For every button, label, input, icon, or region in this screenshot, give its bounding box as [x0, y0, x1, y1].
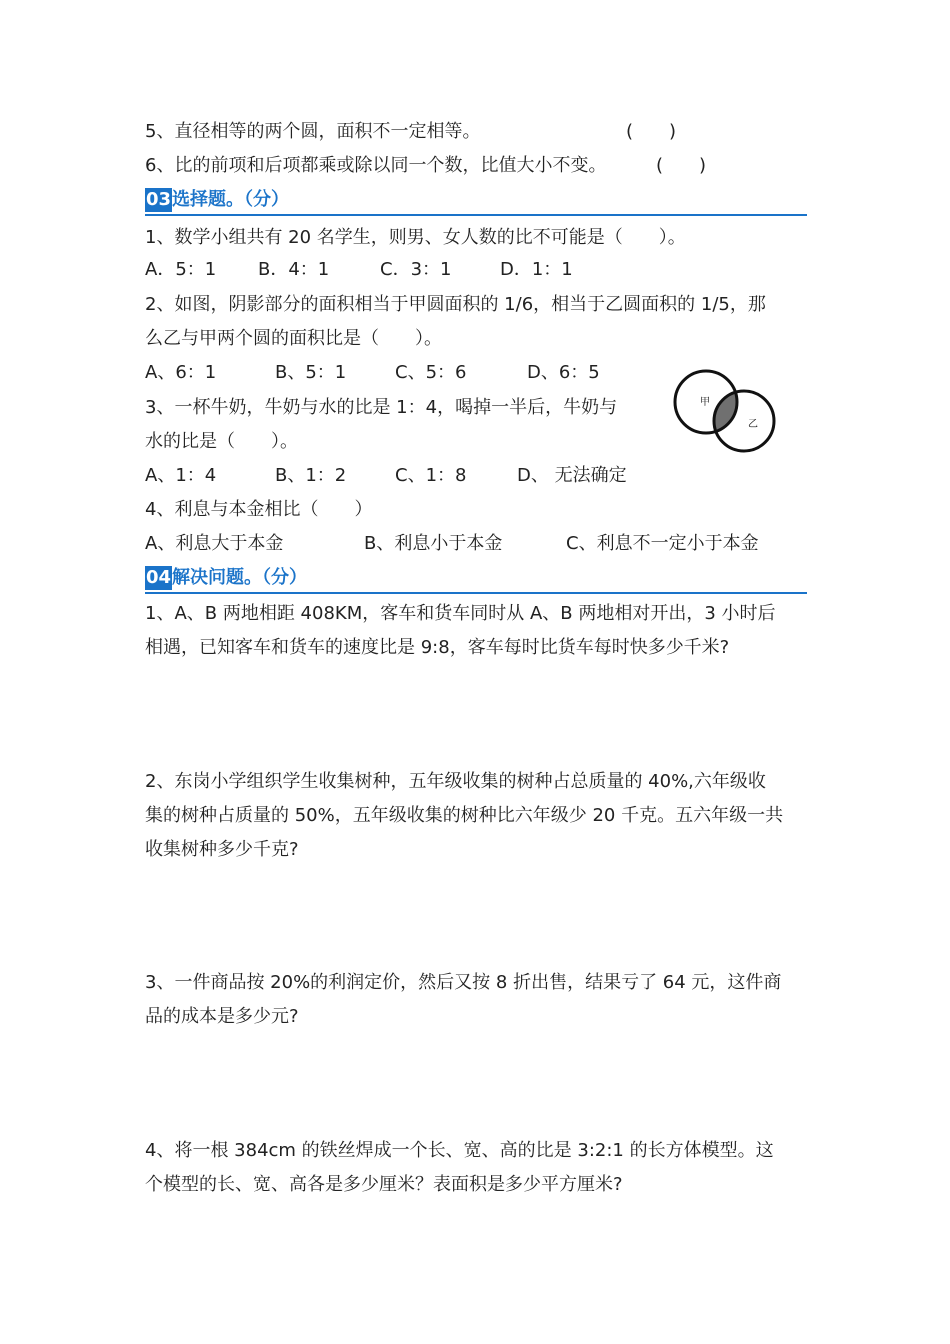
section-03-header — [145, 188, 807, 214]
s3-q2-option-c: C、5：6 — [395, 362, 467, 383]
s3-q3-line1: 3、一杯牛奶，牛奶与水的比是 1：4，喝掉一半后，牛奶与 — [145, 397, 618, 418]
s3-q1-option-b: B．4：1 — [258, 259, 330, 280]
s3-q4-option-a: A、利息大于本金 — [145, 533, 284, 554]
s4-q4-line2: 个模型的长、宽、高各是多少厘米？表面积是多少平方厘米? — [145, 1174, 623, 1195]
label-jia: 甲 — [700, 397, 710, 408]
s3-q2-option-b: B、5：1 — [275, 362, 347, 383]
s3-q2-line1: 2、如图，阴影部分的面积相当于甲圆面积的 1/6，相当于乙圆面积的 1/5，那 — [145, 294, 766, 315]
section-03-title: 选择题。（分） — [172, 189, 289, 210]
s3-q2-option-d: D、6：5 — [527, 362, 600, 383]
s3-q4-option-b: B、利息小于本金 — [364, 533, 503, 554]
section-04-header — [145, 566, 807, 592]
section-04-title: 解决问题。（分） — [172, 567, 307, 588]
section-03-rule — [145, 214, 807, 216]
overlapping-circles-figure — [670, 365, 782, 455]
s3-q1-text: 1、数学小组共有 20 名学生，则男、女人数的比不可能是（ ）。 — [145, 227, 686, 248]
s4-q3-line2: 品的成本是多少元? — [145, 1006, 299, 1027]
judge-q6-bracket: ( ) — [656, 155, 707, 176]
s4-q2-line1: 2、东岗小学组织学生收集树种，五年级收集的树种占总质量的 40%,六年级收 — [145, 771, 766, 792]
s4-q1-line1: 1、A、B 两地相距 408KM，客车和货车同时从 A、B 两地相对开出，3 小时后 — [145, 603, 776, 624]
label-yi: 乙 — [748, 419, 758, 430]
s3-q3-option-a: A、1：4 — [145, 465, 217, 486]
s3-q3-option-b: B、1：2 — [275, 465, 347, 486]
s4-q2-line2: 集的树种占质量的 50%，五年级收集的树种比六年级少 20 千克。五六年级一共 — [145, 805, 784, 826]
s3-q1-option-d: D．1：1 — [500, 259, 573, 280]
section-03-number: 03 — [146, 189, 172, 210]
s3-q4-option-c: C、利息不一定小于本金 — [566, 533, 759, 554]
section-04-number: 04 — [146, 567, 172, 588]
s3-q2-option-a: A、6：1 — [145, 362, 217, 383]
judge-q6-text: 6、比的前项和后项都乘或除以同一个数，比值大小不变。 — [145, 155, 607, 176]
s4-q3-line1: 3、一件商品按 20%的利润定价，然后又按 8 折出售，结果亏了 64 元，这件商 — [145, 972, 782, 993]
s4-q2-line3: 收集树种多少千克? — [145, 839, 299, 860]
section-04-rule — [145, 592, 807, 594]
judge-q5-text: 5、直径相等的两个圆，面积不一定相等。 — [145, 121, 481, 142]
s3-q3-option-c: C、1：8 — [395, 465, 467, 486]
s3-q3-option-d: D、 无法确定 — [517, 465, 627, 486]
s3-q3-line2: 水的比是（ ）。 — [145, 431, 298, 452]
s4-q4-line1: 4、将一根 384cm 的铁丝焊成一个长、宽、高的比是 3:2:1 的长方体模型。这 — [145, 1140, 774, 1161]
s3-q1-option-a: A．5：1 — [145, 259, 217, 280]
s4-q1-line2: 相遇，已知客车和货车的速度比是 9:8，客车每时比货车每时快多少千米? — [145, 637, 730, 658]
s3-q1-option-c: C．3：1 — [380, 259, 452, 280]
judge-q5-bracket: ( ) — [626, 121, 677, 142]
s3-q2-line2: 么乙与甲两个圆的面积比是（ ）。 — [145, 328, 442, 349]
s3-q4-text: 4、利息与本金相比（ ） — [145, 499, 373, 520]
